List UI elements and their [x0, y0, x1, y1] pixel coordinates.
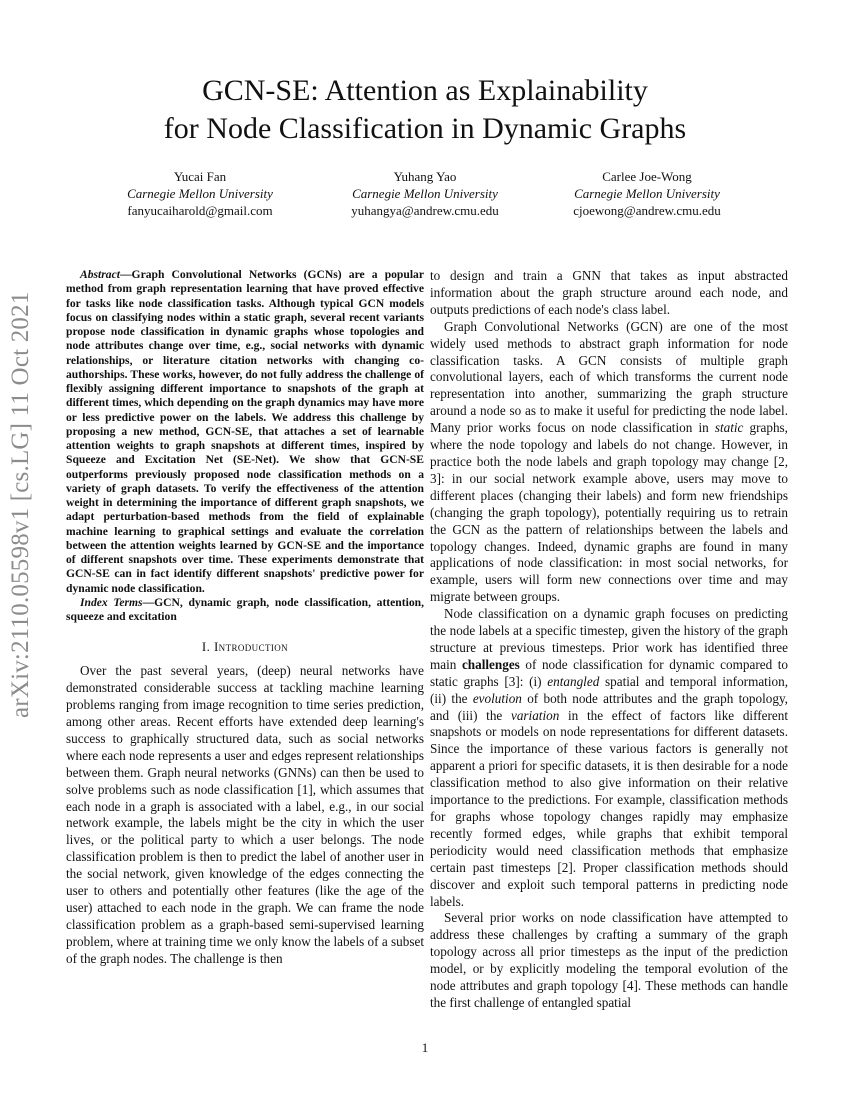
author-name: Yucai Fan: [173, 169, 227, 184]
text-run: graphs, where the node topology and labels do not change. However, in practice both the node labels and graph topology may change [2, 3]: in our social network example above, users may move to different places (changing their labels) and form new friendships (changing the graph topology), potentially requiring us to retrain the GCN as the pattern of relationships between the labels and topology changes. Indeed, dynamic graphs are found in many applications of node classification: in most social networks, for example, users will form new connections over time and may migrate between groups.: [430, 420, 788, 605]
author-affiliation: Carnegie Mellon University: [352, 186, 498, 201]
text-run: Graph Convolutional Networks (GCN) are one of the most widely used methods to abstract graph information for node classification tasks. A GCN consists of multiple graph convolutional layers, each of which transforms the current node representation into another, summarizing the graph structure around a node so as to make it useful for predicting the node label. Many prior works focus on node classification in: [430, 318, 788, 436]
left-column: [66, 268, 424, 968]
author-email: yuhangya@andrew.cmu.edu: [351, 203, 499, 218]
author-affiliation: Carnegie Mellon University: [574, 186, 720, 201]
author-name: Carlee Joe-Wong: [602, 169, 692, 184]
text-run: in the effect of factors like different snapshots or models on node representations for different datasets. Since the importance of these various factors is generally not apparent a priori for specific datasets, it is then desirable for a node classification method to also give information on their relative importance to the predictions. For example, classification methods for graphs whose topology changes rapidly may emphasize recently formed edges, while graphs that exhibit temporal periodicity would need classification methods that emphasize certain past timesteps [2]. Proper classification methods should discover and exploit such temporal patterns in predicting node labels.: [430, 707, 788, 909]
index-terms: [66, 596, 424, 625]
paragraph-continuation: to design and train a GNN that takes as input abstracted information about the graph structure around each node, and outputs predictions of each node's class label.: [430, 268, 788, 317]
emphasis-evolution: evolution: [472, 690, 522, 706]
emphasis-entangled: entangled: [547, 673, 600, 689]
author-affiliation: Carnegie Mellon University: [127, 186, 273, 201]
bold-challenges: challenges: [461, 656, 520, 672]
text-run: spatial and temporal information, (ii) the: [430, 673, 788, 706]
title-line-2: for Node Classification in Dynamic Graphs: [163, 112, 687, 145]
text-run: of node classification for dynamic compared to static graphs [3]: (i): [430, 656, 788, 689]
author-2: [305, 168, 545, 219]
title-line-1: GCN-SE: Attention as Explainability: [202, 74, 648, 107]
index-terms-text: —GCN, dynamic graph, node classification, attention, squeeze and excitation: [66, 595, 424, 623]
intro-paragraph: Over the past several years, (deep) neural networks have demonstrated considerable success at tackling machine learning problems ranging from image recognition to time series prediction, among other areas. Recent efforts have extended deep learning's success to graphically structured data, such as social networks where each node represents a user and edges represent relationships between them. Graph neural networks (GNNs) can then be used to solve problems such as node classification [1], which assumes that each node in a graph is associated with a label, e.g., in our social network example, the labels might be the city in which the user lives, or the political party to which a user belongs. The node classification problem is then to predict the label of another user in the social network, given knowledge of the edges connecting the user to others and potentially other features (like the age of the user) attached to each node in the graph. We can frame the node classification problem as a graph-based semi-supervised learning problem, where at training time we only know the labels of a subset of the graph nodes. The challenge is then: [66, 663, 424, 966]
section-heading: I. Introduction: [201, 639, 289, 655]
abstract: [66, 268, 424, 596]
author-email: cjoewong@andrew.cmu.edu: [573, 203, 721, 218]
emphasis-variation: variation: [510, 707, 560, 723]
paragraph-gcn: [430, 319, 788, 606]
text-run: Node classification on a dynamic graph focuses on predicting the node labels at a specific timestep, given the history of the graph structure at previous timesteps. Prior work has identified three main: [430, 606, 788, 672]
index-terms-label: Index Terms: [80, 595, 143, 609]
author-3: [527, 168, 767, 219]
paragraph-prior-works: Several prior works on node classification have attempted to address these challenges by crafting a summary of the graph topology across all prior timesteps as the input of the prediction model, or by explicitly modeling the temporal evolution of the node attributes and graph topology [4]. These methods can handle the first challenge of entangled spatial: [430, 910, 788, 1010]
arxiv-identifier: arXiv:2110.05598v1 [cs.LG] 11 Oct 2021: [7, 291, 34, 718]
paper-title: [60, 72, 790, 148]
text-run: of both node attributes and the graph topology, and (iii) the: [430, 690, 788, 723]
abstract-text: —Graph Convolutional Networks (GCNs) are a popular method from graph representation learning that have proved effective for tasks like node classification tasks. Although typical GCN models focus on classifying nodes within a static graph, several recent variants propose node classification in dynamic graphs whose topologies and node attributes change over time, e.g., social networks with dynamic relationships, or literature citation networks with changing co-authorships. These works, however, do not fully address the challenge of flexibly assigning different importance to snapshots of the graph at different times, which depending on the graph dynamics may have more or less predictive power on the labels. We address this challenge by proposing a new method, GCN-SE, that attaches a set of learnable attention weights to graph snapshots at different times, inspired by Squeeze and Excitation Net (SE-Net). We show that GCN-SE outperforms previously proposed node classification methods on a variety of graph datasets. To verify the effectiveness of the attention weight in determining the importance of different graph snapshots, we adapt perturbation-based methods from the field of explainable machine learning to graphical settings and evaluate the correlation between the attention weights learned by GCN-SE and the importance of different snapshots over time. These experiments demonstrate that GCN-SE can in fact identify different snapshots' predictive power for dynamic node classification.: [66, 268, 424, 595]
abstract-label: Abstract: [80, 268, 120, 281]
author-1: [80, 168, 320, 219]
emphasis-static: static: [714, 420, 744, 436]
right-column: [430, 268, 788, 1012]
paragraph-challenges: [430, 606, 788, 910]
author-name: Yuhang Yao: [393, 169, 457, 184]
author-email: fanyucaiharold@gmail.com: [127, 203, 273, 218]
page-number: 1: [421, 1040, 429, 1055]
